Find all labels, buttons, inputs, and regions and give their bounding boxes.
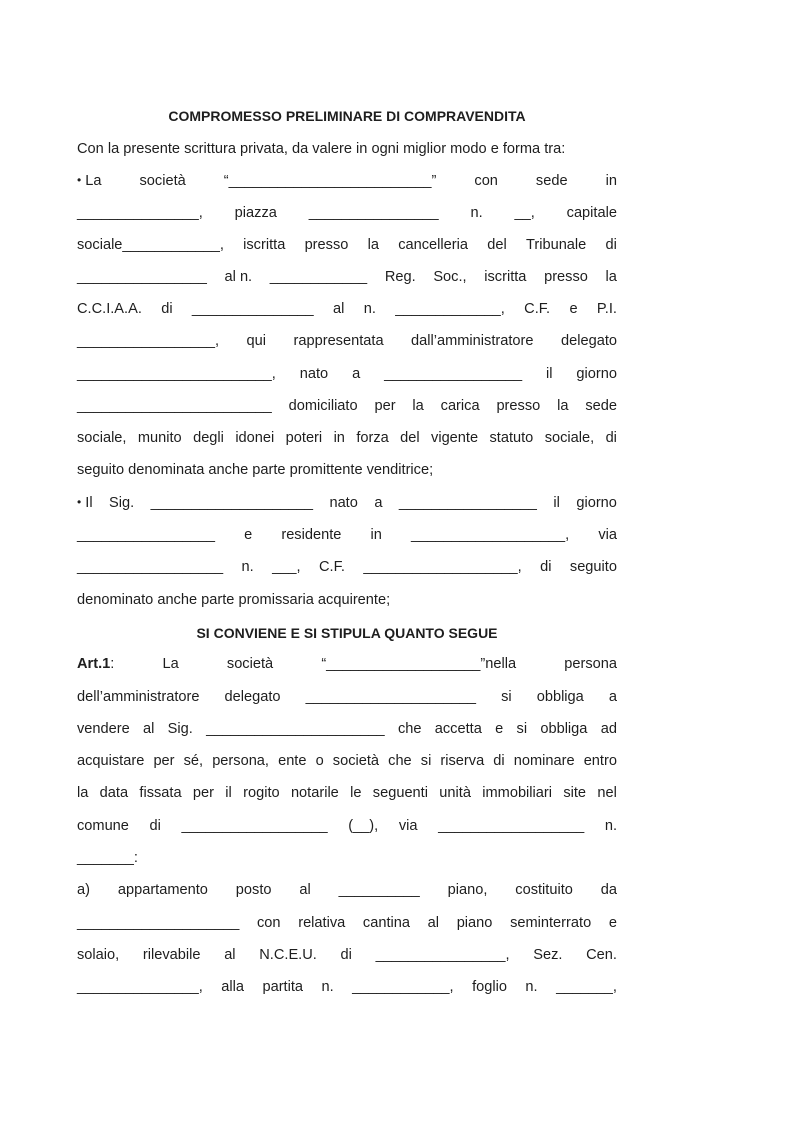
text-fragment: _______________, — [77, 205, 203, 221]
text-fragment: che — [397, 721, 422, 737]
text-fragment: • — [77, 173, 82, 187]
text-fragment: _________________, — [77, 333, 220, 349]
text-fragment: società — [226, 656, 274, 672]
text-fragment: via — [398, 818, 418, 834]
text-fragment: al n. — [224, 269, 253, 285]
text-fragment: la — [77, 785, 89, 801]
text-fragment: • — [77, 495, 82, 509]
text-fragment: La — [85, 173, 102, 189]
text-fragment: sede — [585, 398, 617, 414]
party1-line-5 — [77, 293, 617, 325]
text-fragment: “___________________”nella — [321, 656, 517, 672]
text-fragment: n. — [525, 979, 538, 995]
text-fragment: si — [516, 721, 528, 737]
text-fragment: e — [495, 721, 504, 737]
text-fragment: (__), — [348, 818, 379, 834]
text-fragment: idonei — [235, 430, 275, 446]
text-fragment: persona — [564, 656, 617, 672]
text-fragment: sede — [535, 173, 568, 189]
text-fragment: n. — [604, 818, 617, 834]
text-fragment: di — [340, 947, 352, 963]
text-fragment: __________________ — [438, 818, 585, 834]
text-fragment: nominare — [513, 753, 575, 769]
party1-line-1 — [77, 165, 617, 197]
art1-line-4 — [77, 745, 617, 777]
text-fragment: il — [546, 366, 553, 382]
text-fragment: riserva — [440, 753, 485, 769]
text-fragment: o — [315, 753, 324, 769]
text-fragment: __________ — [338, 882, 420, 898]
text-fragment: piano — [456, 915, 493, 931]
text-fragment: solaio, — [77, 947, 120, 963]
text-fragment: in — [605, 173, 617, 189]
text-fragment: __________________ — [77, 559, 224, 575]
item-a-line-2 — [77, 907, 617, 939]
text-fragment: residente — [281, 527, 342, 543]
text-fragment: sociale, — [544, 430, 595, 446]
text-fragment: a — [374, 495, 383, 511]
text-fragment: ________________, — [375, 947, 510, 963]
art1-line-1 — [77, 648, 617, 680]
text-fragment: unità — [439, 785, 471, 801]
text-fragment: al — [333, 301, 345, 317]
text-fragment: al — [143, 721, 155, 737]
text-fragment: Soc., — [433, 269, 467, 285]
text-fragment: e — [608, 915, 617, 931]
text-fragment: degli — [193, 430, 224, 446]
text-fragment: poteri — [285, 430, 323, 446]
text-fragment: piazza — [234, 205, 277, 221]
text-fragment: n. — [470, 205, 483, 221]
bullet-icon — [77, 165, 102, 197]
text-fragment: sé, — [183, 753, 204, 769]
text-fragment: ____________________ — [77, 915, 240, 931]
text-fragment: ente — [278, 753, 307, 769]
text-fragment: : — [110, 656, 115, 672]
text-fragment: con — [474, 173, 498, 189]
text-fragment: via — [598, 527, 617, 543]
text-fragment: Reg. — [384, 269, 416, 285]
text-fragment: seminterrato — [510, 915, 592, 931]
item-a-line-4 — [77, 971, 617, 1003]
art1-label — [77, 648, 114, 680]
text-fragment: munito — [137, 430, 182, 446]
party2-line-3 — [77, 551, 617, 583]
text-fragment: ________________________, — [77, 366, 276, 382]
text-fragment: C.F. — [524, 301, 551, 317]
text-fragment: foglio — [472, 979, 507, 995]
text-fragment: nel — [597, 785, 617, 801]
text-fragment: ___________________, — [410, 527, 570, 543]
text-fragment: _______, — [556, 979, 617, 995]
section-heading: SI CONVIENE E SI STIPULA QUANTO SEGUE — [196, 625, 498, 641]
text-fragment: __________________ — [181, 818, 328, 834]
text-fragment: ____________ — [269, 269, 368, 285]
text-fragment: ________________________ — [77, 398, 272, 414]
document-title: COMPROMESSO PRELIMINARE DI COMPRAVENDITA — [168, 108, 526, 124]
text-fragment: Sez. — [533, 947, 563, 963]
text-fragment: nato — [299, 366, 329, 382]
text-fragment: di — [605, 430, 617, 446]
text-fragment: C.C.I.A.A. — [77, 301, 142, 317]
text-fragment: delegato — [561, 333, 617, 349]
text-fragment: piano, — [447, 882, 488, 898]
text-fragment: P.I. — [596, 301, 617, 317]
text-fragment: _____________, — [395, 301, 505, 317]
text-fragment: società — [139, 173, 186, 189]
text-fragment: C.F. — [319, 559, 345, 575]
text-fragment: si — [501, 689, 512, 705]
text-fragment: obbliga — [536, 689, 584, 705]
text-fragment: notarile — [290, 785, 339, 801]
party2-line-2 — [77, 519, 617, 551]
text-fragment: che — [388, 753, 412, 769]
text-fragment: il — [553, 495, 560, 511]
text-fragment: società — [332, 753, 380, 769]
party1-line-9 — [77, 422, 617, 454]
text-fragment: _____________________ — [305, 689, 477, 705]
art1-line-5 — [77, 777, 617, 809]
text-fragment: la — [605, 269, 617, 285]
text-fragment: n. — [363, 301, 376, 317]
text-fragment: di — [540, 559, 552, 575]
party2-line-4: denominato anche parte promissaria acquirente; — [77, 592, 391, 608]
text-fragment: ________________ — [77, 269, 207, 285]
text-fragment: al — [299, 882, 311, 898]
text-fragment: dell’amministratore — [77, 689, 200, 705]
text-fragment: presso — [544, 269, 588, 285]
text-fragment: _________________ — [398, 495, 537, 511]
text-fragment: data — [99, 785, 129, 801]
text-fragment: delegato — [224, 689, 281, 705]
text-fragment: e — [569, 301, 578, 317]
party1-line-3 — [77, 229, 617, 261]
text-fragment: iscritta — [484, 269, 527, 285]
party1-line-10: seguito denominata anche parte promittente venditrice; — [77, 462, 434, 478]
text-fragment: Il — [85, 495, 93, 511]
text-fragment: nato — [329, 495, 358, 511]
text-fragment: con — [257, 915, 281, 931]
text-fragment: n. — [321, 979, 334, 995]
text-fragment: Sig. — [109, 495, 135, 511]
party1-line-7 — [77, 358, 617, 390]
text-fragment: persona, — [212, 753, 269, 769]
text-fragment: fissata — [139, 785, 182, 801]
text-fragment: ___________________, — [363, 559, 522, 575]
text-fragment: ____________, — [352, 979, 454, 995]
text-fragment: site — [563, 785, 587, 801]
text-fragment: per — [192, 785, 214, 801]
bullet-icon — [77, 487, 93, 519]
text-fragment: comune — [77, 818, 129, 834]
text-fragment: si — [420, 753, 432, 769]
text-fragment: iscritta — [243, 237, 286, 253]
intro-line: Con la presente scrittura privata, da valere in ogni miglior modo e forma tra: — [77, 141, 566, 157]
text-fragment: Sig. — [167, 721, 193, 737]
text-fragment: cancelleria — [398, 237, 468, 253]
text-fragment: giorno — [576, 366, 617, 382]
text-fragment: carica — [440, 398, 480, 414]
text-fragment: alla — [221, 979, 244, 995]
text-fragment: __, — [514, 205, 535, 221]
text-fragment: di — [161, 301, 173, 317]
text-fragment: ________________ — [308, 205, 439, 221]
text-fragment: “_________________________” — [223, 173, 437, 189]
text-fragment: rogito — [243, 785, 280, 801]
text-fragment: cantina — [362, 915, 410, 931]
text-fragment: domiciliato — [288, 398, 358, 414]
text-fragment: acquistare — [77, 753, 145, 769]
art1-line-2 — [77, 681, 617, 713]
text-fragment: _______________, — [77, 979, 203, 995]
art1-line-6 — [77, 810, 617, 842]
text-fragment: Art.1 — [77, 656, 111, 672]
text-fragment: il — [225, 785, 232, 801]
text-fragment: _________________ — [77, 527, 215, 543]
text-fragment: sociale, — [77, 430, 127, 446]
text-fragment: partita — [262, 979, 304, 995]
text-fragment: forza — [356, 430, 389, 446]
text-fragment: in — [370, 527, 382, 543]
text-fragment: appartamento — [117, 882, 208, 898]
party1-line-6 — [77, 325, 617, 357]
text-fragment: al — [427, 915, 440, 931]
text-fragment: la — [557, 398, 569, 414]
text-fragment: capitale — [566, 205, 617, 221]
party1-line-2 — [77, 197, 617, 229]
text-fragment: Cen. — [586, 947, 617, 963]
text-fragment: per — [153, 753, 175, 769]
text-fragment: da — [600, 882, 617, 898]
text-fragment: per — [374, 398, 396, 414]
text-fragment: entro — [583, 753, 617, 769]
text-fragment: ____________________ — [150, 495, 313, 511]
text-fragment: sociale____________, — [77, 237, 224, 253]
text-fragment: al — [224, 947, 236, 963]
text-fragment: del — [400, 430, 420, 446]
text-fragment: costituito — [515, 882, 573, 898]
text-fragment: di — [605, 237, 617, 253]
text-fragment: di — [493, 753, 505, 769]
text-fragment: statuto — [489, 430, 534, 446]
text-fragment: immobiliari — [482, 785, 552, 801]
text-fragment: ___, — [272, 559, 301, 575]
text-fragment: giorno — [576, 495, 617, 511]
text-fragment: ______________________ — [206, 721, 385, 737]
text-fragment: e — [244, 527, 253, 543]
text-fragment: a) — [77, 882, 90, 898]
text-fragment: del — [487, 237, 507, 253]
text-fragment: rappresentata — [293, 333, 384, 349]
text-fragment: qui — [246, 333, 267, 349]
text-fragment: posto — [235, 882, 272, 898]
text-fragment: a — [352, 366, 361, 382]
text-fragment: vigente — [431, 430, 479, 446]
text-fragment: _________________ — [384, 366, 523, 382]
item-a-line-1 — [77, 874, 617, 906]
text-fragment: seguenti — [372, 785, 428, 801]
text-fragment: la — [367, 237, 379, 253]
art1-line-3 — [77, 713, 617, 745]
party2-line-1 — [77, 487, 617, 519]
text-fragment: seguito — [569, 559, 617, 575]
text-fragment: _______________ — [191, 301, 314, 317]
text-fragment: N.C.E.U. — [259, 947, 317, 963]
party1-line-8 — [77, 390, 617, 422]
text-fragment: a — [608, 689, 617, 705]
text-fragment: di — [149, 818, 161, 834]
party1-line-4 — [77, 261, 617, 293]
text-fragment: obbliga — [540, 721, 588, 737]
text-fragment: in — [333, 430, 345, 446]
text-fragment: La — [162, 656, 179, 672]
text-fragment: n. — [241, 559, 254, 575]
text-fragment: Tribunale — [525, 237, 587, 253]
text-fragment: vendere — [77, 721, 130, 737]
text-fragment: rilevabile — [142, 947, 201, 963]
text-fragment: dall’amministratore — [411, 333, 534, 349]
text-fragment: presso — [304, 237, 349, 253]
text-fragment: relativa — [298, 915, 346, 931]
text-fragment: la — [412, 398, 424, 414]
text-fragment: ad — [600, 721, 617, 737]
text-fragment: accetta — [434, 721, 482, 737]
art1-line-7: _______: — [77, 850, 138, 866]
text-fragment: presso — [496, 398, 541, 414]
item-a-line-3 — [77, 939, 617, 971]
text-fragment: le — [350, 785, 362, 801]
